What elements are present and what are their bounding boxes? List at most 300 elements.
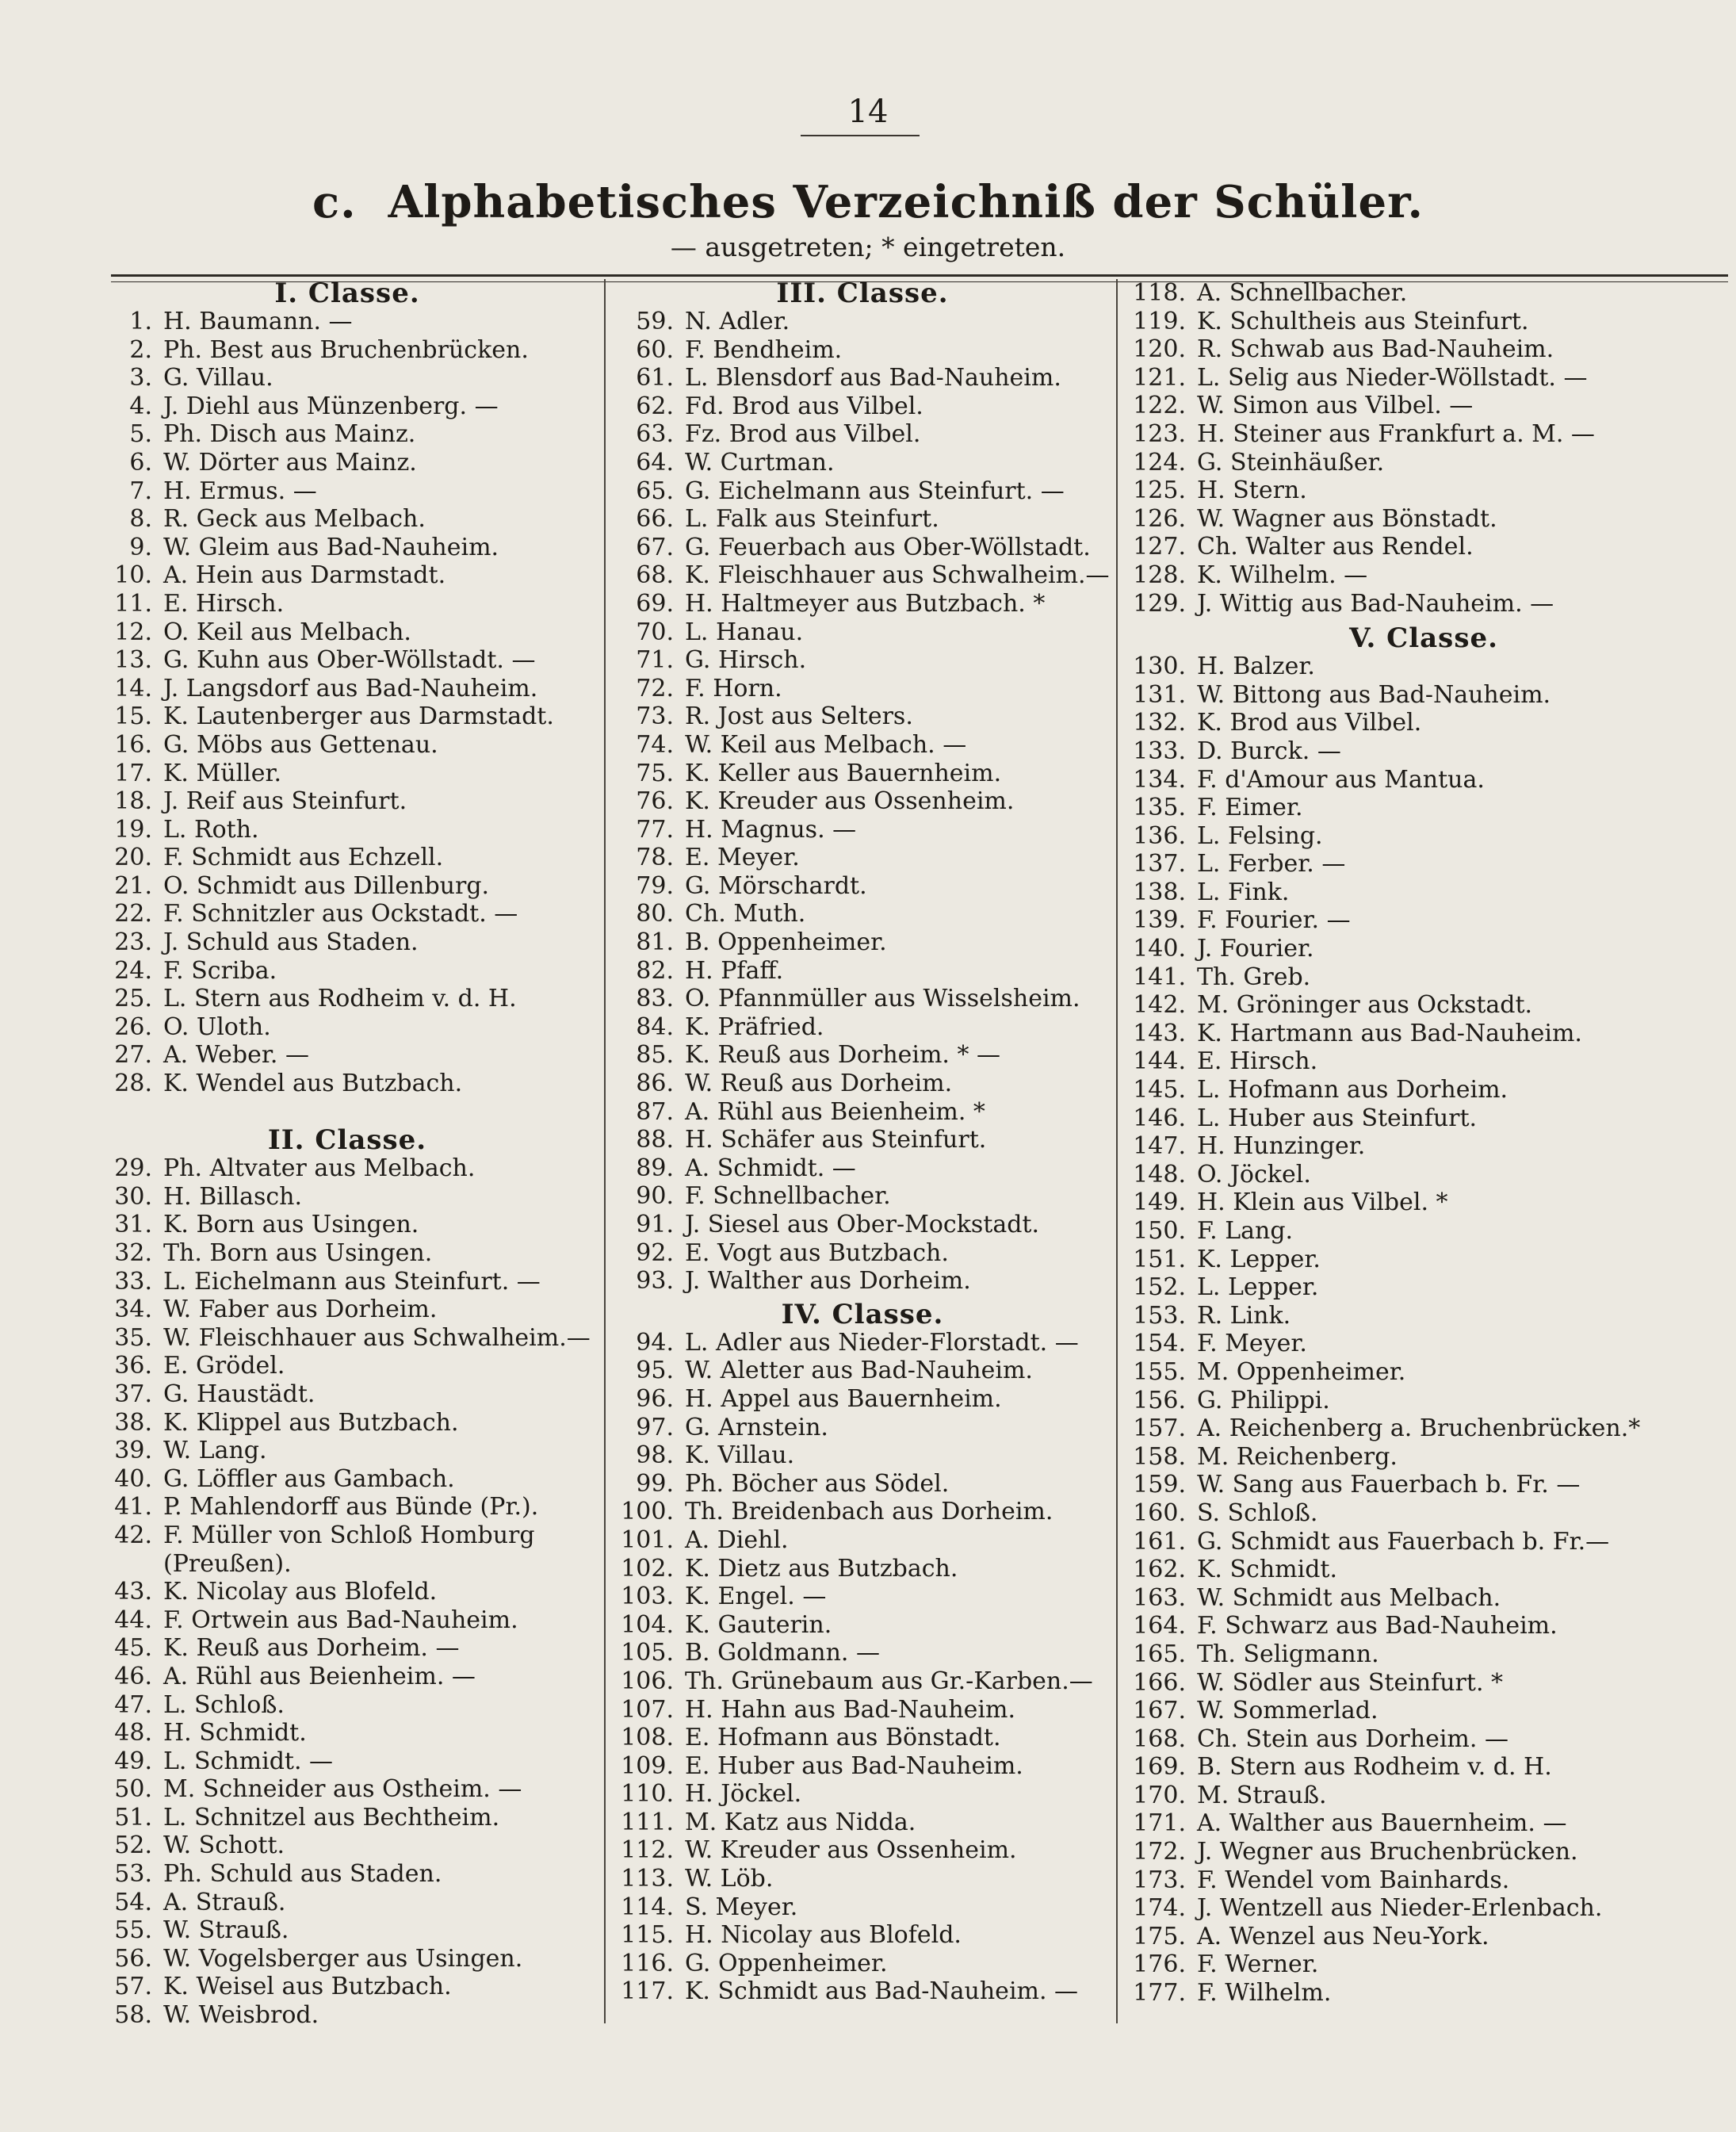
student-number: 148. (1133, 1160, 1186, 1188)
section-title: Alphabetisches Verzeichniß der Schüler. (388, 176, 1424, 228)
column-3 (1122, 279, 1725, 2008)
student-entry (610, 1239, 1115, 1268)
student-number: 31. (114, 1211, 152, 1239)
student-entry (610, 1836, 1115, 1865)
student-entry (610, 364, 1115, 392)
student-entry (94, 1634, 601, 1663)
student-entry (94, 1268, 601, 1296)
student-number: 80. (636, 900, 674, 928)
student-number: 156. (1133, 1386, 1186, 1414)
student-entry (610, 1357, 1115, 1385)
student-entry (94, 760, 601, 788)
student-name: G. Kuhn aus Ober-Wöllstadt. — (163, 646, 536, 675)
student-entry (610, 1780, 1115, 1809)
student-entry (610, 1809, 1115, 1837)
class-list-4a (610, 1329, 1115, 2006)
student-number: 66. (636, 505, 674, 534)
student-name: F. Lang. (1197, 1217, 1294, 1245)
student-name: G. Feuerbach aus Ober-Wöllstadt. (685, 533, 1091, 561)
student-name: W. Kreuder aus Ossenheim. (685, 1836, 1017, 1865)
student-name: K. Born aus Usingen. (163, 1211, 419, 1239)
student-entry (1122, 392, 1725, 420)
student-name: G. Philippi. (1197, 1386, 1330, 1414)
class-list-2 (94, 1154, 601, 2029)
student-number: 57. (114, 1973, 152, 2001)
student-number: 10. (114, 561, 152, 590)
student-name: K. Engel. — (685, 1583, 827, 1611)
student-name: Th. Born aus Usingen. (163, 1239, 433, 1267)
student-number: 140. (1133, 935, 1186, 963)
student-number: 24. (114, 956, 152, 985)
student-entry (1122, 364, 1725, 392)
student-entry (610, 1667, 1115, 1696)
student-entry (610, 928, 1115, 957)
student-entry (94, 1719, 601, 1747)
student-name: L. Blensdorf aus Bad-Nauheim. (685, 364, 1061, 392)
student-number: 169. (1133, 1753, 1186, 1782)
student-entry (94, 1945, 601, 1973)
student-name: Ph. Schuld aus Staden. (163, 1860, 442, 1889)
student-name: L. Adler aus Nieder-Florstadt. — (685, 1328, 1079, 1357)
student-name: F. Scriba. (163, 956, 277, 985)
student-entry (94, 1916, 601, 1945)
student-name: W. Weisbrod. (163, 2001, 319, 2030)
student-number: 16. (114, 730, 152, 759)
student-number: 163. (1133, 1583, 1186, 1612)
student-entry (1122, 1950, 1725, 1979)
student-name: K. Dietz aus Butzbach. (685, 1554, 958, 1583)
student-entry (94, 1296, 601, 1324)
student-number: 88. (636, 1126, 674, 1154)
student-name: J. Schuld aus Staden. (163, 928, 419, 957)
student-number: 100. (621, 1498, 674, 1526)
student-number: 30. (114, 1182, 152, 1211)
student-number: 1. (129, 308, 152, 335)
student-number: 87. (636, 1097, 674, 1126)
student-name: Th. Greb. (1197, 963, 1311, 991)
student-number: 166. (1133, 1668, 1186, 1697)
student-entry (610, 449, 1115, 477)
student-entry (610, 590, 1115, 618)
student-name: W. Sang aus Fauerbach b. Fr. — (1197, 1471, 1581, 1499)
student-number: 128. (1133, 561, 1186, 589)
student-number: 109. (621, 1751, 674, 1780)
student-number: 27. (114, 1041, 152, 1070)
student-name: A. Hein aus Darmstadt. (163, 561, 446, 590)
student-name: (Preußen). (163, 1549, 292, 1578)
student-number: 38. (114, 1408, 152, 1437)
student-number: 45. (114, 1634, 152, 1663)
student-name: J. Wegner aus Bruchenbrücken. (1197, 1838, 1578, 1866)
student-entry (610, 534, 1115, 562)
student-entry (610, 1696, 1115, 1724)
student-entry (610, 1583, 1115, 1611)
student-name: L. Hanau. (685, 618, 804, 646)
student-entry (1122, 1047, 1725, 1076)
student-entry (1122, 279, 1725, 308)
student-number: 146. (1133, 1104, 1186, 1132)
student-number: 136. (1133, 821, 1186, 850)
student-entry (94, 1380, 601, 1409)
student-entry (94, 618, 601, 647)
student-number: 21. (114, 871, 152, 900)
student-number: 63. (636, 420, 674, 449)
student-number: 141. (1133, 963, 1186, 991)
student-name: Ph. Disch aus Mainz. (163, 420, 416, 449)
student-number: 91. (636, 1211, 674, 1238)
student-entry (610, 760, 1115, 788)
student-name: L. Roth. (163, 815, 259, 844)
student-name: G. Eichelmann aus Steinfurt. — (685, 477, 1065, 505)
student-name: R. Geck aus Melbach. (163, 505, 426, 534)
student-entry (610, 646, 1115, 675)
student-entry (1122, 1132, 1725, 1161)
student-name: F. d'Amour aus Mantua. (1197, 765, 1485, 794)
student-entry (610, 1385, 1115, 1414)
student-number: 15. (114, 702, 152, 731)
student-entry (610, 731, 1115, 760)
student-entry (94, 505, 601, 534)
student-entry (1122, 850, 1725, 878)
student-name: Ch. Muth. (685, 900, 806, 928)
student-number: 76. (636, 787, 674, 816)
student-name: W. Vogelsberger aus Usingen. (163, 1944, 523, 1973)
student-name: B. Goldmann. — (685, 1639, 880, 1667)
student-entry (94, 900, 601, 928)
student-number: 120. (1133, 335, 1186, 364)
student-entry (610, 1611, 1115, 1640)
student-name: M. Schneider aus Ostheim. — (163, 1775, 522, 1804)
spacer (94, 1098, 601, 1127)
student-name: A. Rühl aus Beienheim. — (163, 1662, 476, 1690)
page-number-rule (801, 135, 920, 136)
student-number: 111. (621, 1808, 674, 1836)
student-number: 73. (636, 702, 674, 731)
student-entry (94, 1663, 601, 1691)
student-entry (1122, 1866, 1725, 1895)
student-entry (1122, 935, 1725, 963)
student-entry (94, 787, 601, 816)
student-number: 20. (114, 844, 152, 872)
student-entry (94, 675, 601, 703)
student-name: E. Hirsch. (163, 589, 285, 618)
student-entry (94, 392, 601, 421)
student-number: 52. (114, 1832, 152, 1860)
student-number: 114. (621, 1893, 674, 1921)
student-entry (94, 1775, 601, 1804)
student-number: 106. (621, 1667, 674, 1695)
student-entry (610, 844, 1115, 872)
student-number: 61. (636, 364, 674, 392)
student-number: 35. (114, 1323, 152, 1352)
student-name: O. Uloth. (163, 1012, 271, 1041)
student-number: 64. (636, 448, 674, 477)
student-entry (610, 618, 1115, 647)
class-list-5 (1122, 653, 1725, 2008)
student-name: J. Reif aus Steinfurt. (163, 787, 407, 816)
student-name: K. Schmidt. (1197, 1556, 1337, 1584)
student-name: W. Fleischhauer aus Schwalheim.— (163, 1323, 591, 1352)
student-number: 172. (1133, 1838, 1186, 1866)
student-name: H. Ermus. — (163, 477, 317, 505)
student-name: O. Schmidt aus Dillenburg. (163, 871, 490, 900)
student-name: K. Schmidt aus Bad-Nauheim. — (685, 1977, 1079, 2006)
student-number: 116. (621, 1949, 674, 1977)
student-entry (94, 1409, 601, 1437)
student-number: 56. (114, 1944, 152, 1973)
student-number: 47. (114, 1690, 152, 1719)
student-number: 132. (1133, 709, 1186, 737)
student-entry (1122, 1669, 1725, 1698)
student-number: 49. (114, 1747, 152, 1775)
student-name: W. Södler aus Steinfurt. * (1197, 1668, 1504, 1697)
student-name: J. Wittig aus Bad-Nauheim. — (1197, 589, 1554, 618)
student-number: 124. (1133, 448, 1186, 477)
student-name: F. Meyer. (1197, 1330, 1307, 1358)
student-name: F. Bendheim. (685, 335, 843, 364)
page-title (0, 176, 1736, 228)
student-number: 65. (636, 477, 674, 505)
student-number: 53. (114, 1860, 152, 1889)
student-entry (610, 1013, 1115, 1042)
student-name: F. Werner. (1197, 1950, 1319, 1979)
student-number: 153. (1133, 1301, 1186, 1330)
student-number: 129. (1133, 589, 1186, 618)
student-entry (610, 1414, 1115, 1442)
student-name: S. Schloß. (1197, 1499, 1318, 1527)
student-number: 168. (1133, 1724, 1186, 1753)
student-number: 50. (114, 1775, 152, 1804)
student-entry (1122, 1838, 1725, 1866)
student-name: H. Stern. (1197, 477, 1307, 505)
student-name: E. Vogt aus Butzbach. (685, 1238, 949, 1267)
student-entry (610, 1154, 1115, 1183)
student-entry (1122, 1499, 1725, 1528)
student-entry (610, 1126, 1115, 1154)
student-name: F. Ortwein aus Bad-Nauheim. (163, 1606, 518, 1634)
page-number: 14 (847, 94, 889, 130)
student-number: 118. (1133, 279, 1186, 307)
student-number: 71. (636, 646, 674, 675)
student-name: A. Weber. — (163, 1041, 309, 1070)
student-entry (1122, 1725, 1725, 1754)
student-name: Fz. Brod aus Vilbel. (685, 420, 921, 449)
student-entry (1122, 1188, 1725, 1217)
student-name: F. Schnellbacher. (685, 1182, 891, 1211)
student-entry (94, 731, 601, 760)
student-entry (610, 1526, 1115, 1555)
student-number: 33. (114, 1267, 152, 1296)
student-entry (94, 308, 601, 336)
student-entry (94, 702, 601, 731)
student-name: K. Brod aus Vilbel. (1197, 709, 1422, 737)
student-entry (610, 1893, 1115, 1922)
student-name: W. Bittong aus Bad-Nauheim. (1197, 680, 1551, 709)
student-name: G. Löffler aus Gambach. (163, 1464, 455, 1493)
student-number: 77. (636, 815, 674, 844)
student-entry (1122, 794, 1725, 822)
student-name: K. Lepper. (1197, 1245, 1321, 1273)
student-name: H. Hahn aus Bad-Nauheim. (685, 1695, 1015, 1724)
student-number: 162. (1133, 1556, 1186, 1584)
student-entry (1122, 1217, 1725, 1246)
student-entry (610, 1752, 1115, 1781)
student-name: J. Langsdorf aus Bad-Nauheim. (163, 674, 538, 702)
student-number: 119. (1133, 307, 1186, 335)
student-number: 155. (1133, 1357, 1186, 1386)
student-name: K. Kreuder aus Ossenheim. (685, 787, 1015, 816)
student-name: K. Müller. (163, 759, 282, 787)
student-number: 46. (114, 1662, 152, 1690)
student-name: F. Fourier. — (1197, 906, 1351, 935)
student-entry (610, 900, 1115, 928)
student-name: L. Selig aus Nieder-Wöllstadt. — (1197, 363, 1588, 392)
student-number: 159. (1133, 1471, 1186, 1499)
student-number: 74. (636, 730, 674, 759)
student-name: K. Lautenberger aus Darmstadt. (163, 702, 554, 731)
student-number: 69. (636, 589, 674, 618)
student-name: W. Curtman. (685, 448, 835, 477)
student-name: H. Schäfer aus Steinfurt. (685, 1126, 987, 1154)
student-number: 81. (636, 928, 674, 957)
student-entry (610, 477, 1115, 506)
student-number: 158. (1133, 1442, 1186, 1471)
student-number: 32. (114, 1239, 152, 1267)
student-number: 3. (129, 364, 152, 392)
student-entry (610, 505, 1115, 534)
student-number: 7. (129, 477, 152, 505)
student-number: 85. (636, 1041, 674, 1070)
student-entry (1122, 991, 1725, 1020)
student-entry (1122, 766, 1725, 794)
student-name: J. Siesel aus Ober-Mockstadt. (685, 1211, 1040, 1238)
student-name: Th. Grünebaum aus Gr.-Karben.— (685, 1667, 1093, 1695)
student-entry (610, 1041, 1115, 1070)
class-heading-5: V. Classe. (1349, 622, 1498, 655)
student-number: 126. (1133, 504, 1186, 533)
student-name: W. Löb. (685, 1865, 774, 1893)
student-entry (1122, 1556, 1725, 1584)
legend: — ausgetreten; * eingetreten. (670, 232, 1066, 262)
student-name: Ch. Stein aus Dorheim. — (1197, 1724, 1508, 1753)
student-name: R. Link. (1197, 1301, 1291, 1330)
student-entry (94, 534, 601, 562)
student-number: 43. (114, 1578, 152, 1606)
student-number: 89. (636, 1154, 674, 1182)
student-name: L. Schmidt. — (163, 1747, 334, 1775)
student-entry (1122, 1979, 1725, 2008)
student-entry (610, 1267, 1115, 1296)
student-entry (1122, 533, 1725, 561)
student-name: O. Keil aus Melbach. (163, 618, 411, 646)
student-name: R. Schwab aus Bad-Nauheim. (1197, 335, 1554, 364)
student-name: G. Villau. (163, 364, 273, 392)
student-name: L. Stern aus Rodheim v. d. H. (163, 985, 517, 1013)
student-name: K. Fleischhauer aus Schwalheim.— (685, 561, 1110, 590)
student-entry (94, 420, 601, 449)
student-name: N. Adler. (685, 308, 790, 335)
student-entry (610, 1070, 1115, 1098)
student-entry (94, 1804, 601, 1832)
student-name: G. Haustädt. (163, 1380, 315, 1408)
student-entry (94, 1324, 601, 1353)
student-number: 151. (1133, 1245, 1186, 1273)
student-entry (610, 1329, 1115, 1357)
student-entry (1122, 822, 1725, 851)
student-number: 59. (636, 308, 674, 335)
student-entry (1122, 906, 1725, 935)
student-number: 79. (636, 871, 674, 900)
student-name: W. Gleim aus Bad-Nauheim. (163, 533, 499, 561)
student-entry (610, 1921, 1115, 1950)
student-number: 165. (1133, 1640, 1186, 1668)
student-number: 39. (114, 1437, 152, 1465)
student-name: S. Meyer. (685, 1893, 798, 1921)
student-number: 152. (1133, 1273, 1186, 1302)
student-number: 164. (1133, 1612, 1186, 1640)
student-name: H. Schmidt. (163, 1719, 307, 1747)
student-number: 70. (636, 618, 674, 646)
student-name: W. Strauß. (163, 1916, 289, 1945)
student-number: 36. (114, 1352, 152, 1380)
student-entry (94, 844, 601, 872)
student-name: K. Präfried. (685, 1012, 824, 1041)
column-divider-1 (604, 279, 606, 2023)
student-entry (1122, 1471, 1725, 1499)
student-name: K. Schultheis aus Steinfurt. (1197, 307, 1529, 335)
student-entry (94, 957, 601, 986)
student-name: A. Diehl. (685, 1525, 789, 1554)
student-entry (610, 1977, 1115, 2006)
student-name: F. Schnitzler aus Ockstadt. — (163, 900, 518, 928)
student-number: 157. (1133, 1414, 1186, 1443)
student-number: 170. (1133, 1781, 1186, 1809)
student-entry (610, 1498, 1115, 1526)
student-number: 173. (1133, 1866, 1186, 1894)
class-heading-1: I. Classe. (274, 278, 420, 309)
student-name: H. Magnus. — (685, 815, 857, 844)
section-letter: c. (312, 176, 357, 228)
student-number: 113. (621, 1865, 674, 1893)
student-entry (1122, 1782, 1725, 1810)
student-number: 29. (114, 1154, 152, 1183)
student-number: 123. (1133, 419, 1186, 448)
student-name: O. Pfannmüller aus Wisselsheim. (685, 985, 1080, 1013)
student-number: 143. (1133, 1019, 1186, 1047)
student-entry (94, 1154, 601, 1183)
student-name: E. Hofmann aus Bönstadt. (685, 1724, 1001, 1752)
class-heading-2: II. Classe. (267, 1124, 427, 1157)
student-number: 161. (1133, 1527, 1186, 1556)
student-entry (94, 1041, 601, 1070)
student-name: H. Nicolay aus Blofeld. (685, 1921, 962, 1950)
student-name: K. Reuß aus Dorheim. — (163, 1634, 460, 1663)
student-number: 177. (1133, 1979, 1186, 2008)
student-entry (1122, 1584, 1725, 1613)
student-number: 130. (1133, 653, 1186, 681)
student-name: W. Dörter aus Mainz. (163, 448, 417, 477)
student-entry (1122, 449, 1725, 477)
student-name: M. Gröninger aus Ockstadt. (1197, 991, 1533, 1020)
student-entry (94, 1889, 601, 1917)
student-number: 54. (114, 1888, 152, 1916)
student-number: 5. (129, 420, 152, 449)
student-number: 96. (636, 1384, 674, 1413)
student-number: 12. (114, 618, 152, 646)
student-name: W. Aletter aus Bad-Nauheim. (685, 1357, 1033, 1385)
student-name: J. Walther aus Dorheim. (685, 1267, 971, 1296)
student-name: L. Schnitzel aus Bechtheim. (163, 1803, 500, 1832)
